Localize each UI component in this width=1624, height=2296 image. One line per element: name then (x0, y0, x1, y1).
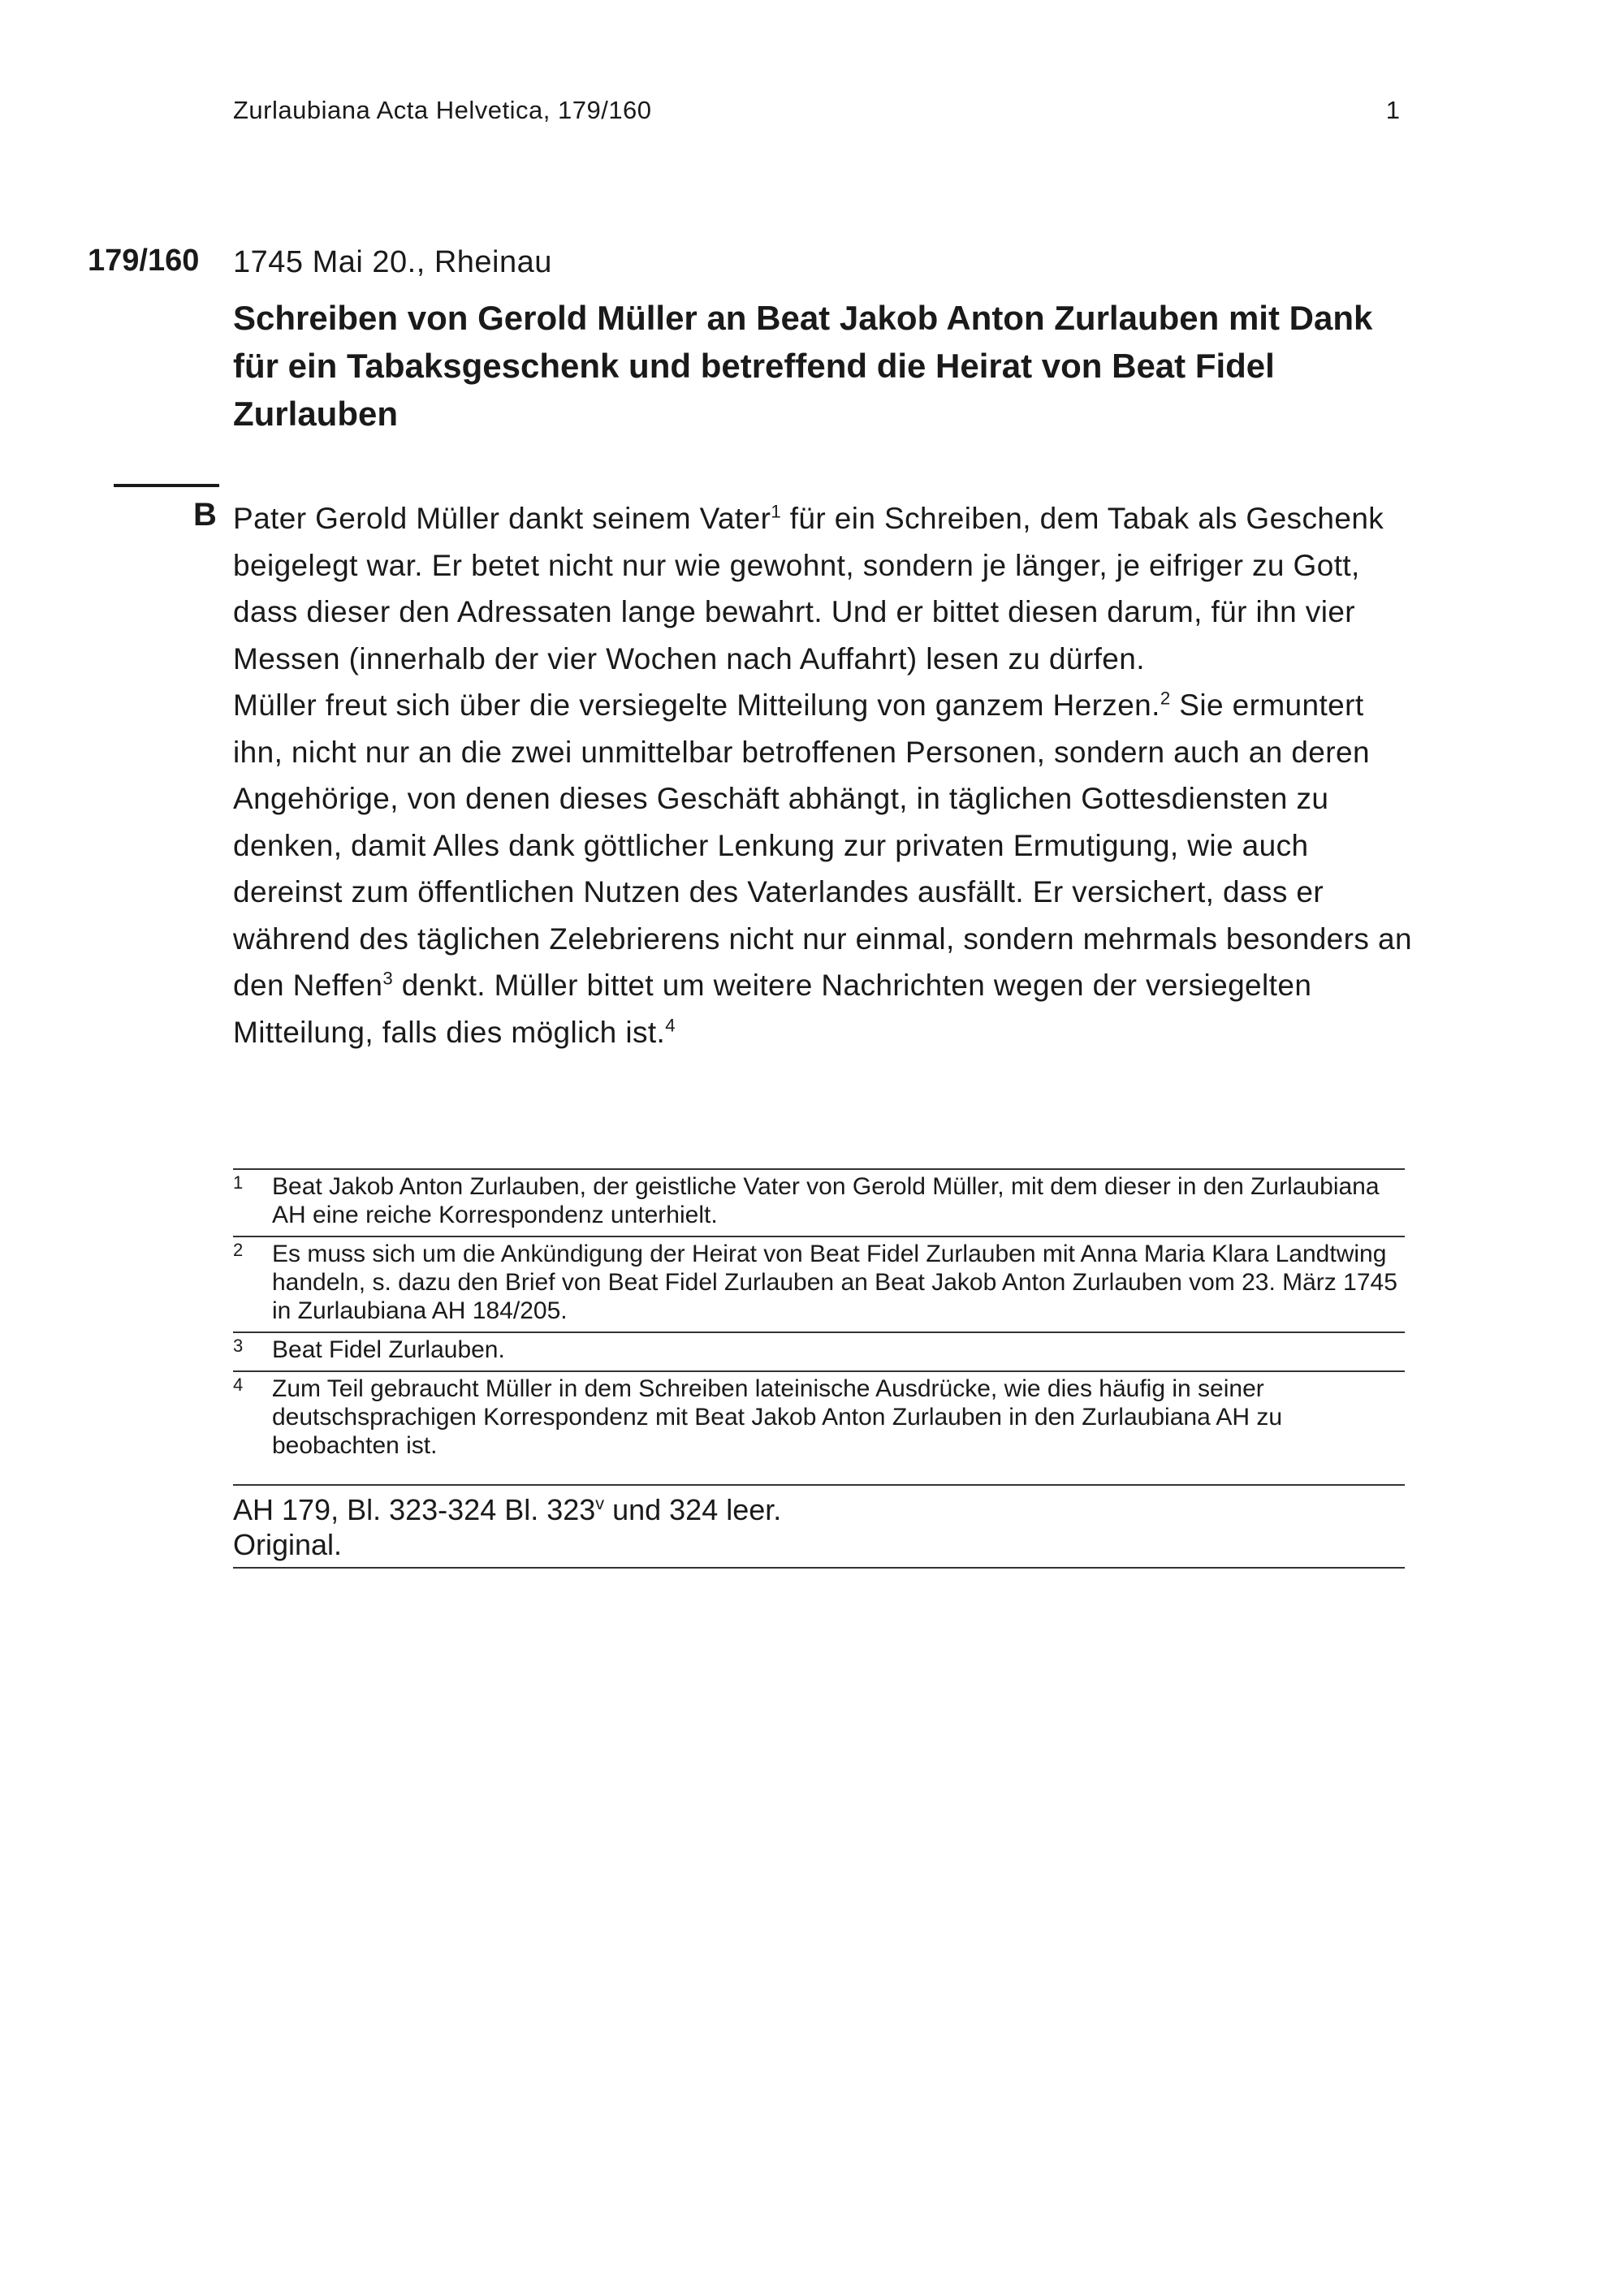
summary-text-segment: für ein Schreiben, dem Tabak als Geschenk beigelegt war. Er betet nicht nur wie gewohnt, sondern je länger, je eifriger zu Gott, dass dieser den Adressaten lange bewahrt. Und er bittet diesen darum, für ihn vier Messen (innerhalb der vier Wochen nach Auffahrt) lesen zu dürfen. (233, 502, 1384, 675)
summary-text-segment: Sie ermuntert ihn, nicht nur an die zwei unmittelbar betroffenen Personen, sondern auch an deren Angehörige, von denen dieses Geschäft abhängt, in täglichen Gottesdiensten zu denken, damit Alles dank göttlicher Lenkung zur privaten Ermutigung, wie auch dereinst zum öffentlichen Nutzen des Vaterlandes ausfällt. Er versichert, dass er während des täglichen Zelebrierens nicht nur einmal, sondern mehrmals besonders an den Neffen (233, 688, 1412, 1002)
page-number: 1 (1385, 96, 1400, 124)
footnote-text: Beat Fidel Zurlauben. (272, 1336, 505, 1363)
summary-text-segment: denkt. Müller bittet um weitere Nachrichten wegen der versiegelten Mitteilung, falls dies möglich ist. (233, 969, 1312, 1049)
footnote-mark: 2 (233, 1240, 244, 1260)
summary-text-segment: Pater Gerold Müller dankt seinem Vater (233, 502, 771, 535)
document-id: 179/160 (88, 244, 200, 278)
verso-mark: v (595, 1493, 605, 1513)
footnote-ref-1[interactable]: 1 (771, 501, 782, 522)
source-text: AH 179, Bl. 323-324 Bl. 323 (233, 1493, 596, 1526)
source-info (233, 1484, 1405, 1569)
footnote (233, 1331, 1405, 1370)
footnote-mark: 1 (233, 1172, 244, 1193)
footnote (233, 1168, 1405, 1236)
document-title: Schreiben von Gerold Müller an Beat Jakob Anton Zurlauben mit Dank für ein Tabaksgeschenk und betreffend die Heirat von Beat Fidel Zurlauben (233, 299, 1373, 433)
source-line-1 (233, 1492, 1405, 1527)
source-line-2: Original. (233, 1528, 343, 1561)
footnote-mark: 4 (233, 1375, 244, 1395)
section-letter: B (193, 497, 217, 533)
summary-text (233, 495, 1419, 1055)
footnote-ref-2[interactable]: 2 (1160, 688, 1171, 709)
footnote-mark: 3 (233, 1336, 244, 1356)
summary-text-segment: Müller freut sich über die versiegelte Mitteilung von ganzem Herzen. (233, 688, 1160, 722)
running-title: Zurlaubiana Acta Helvetica, 179/160 (233, 96, 652, 124)
footnote (233, 1236, 1405, 1331)
source-text: und 324 leer. (604, 1493, 782, 1526)
footnote-text: Es muss sich um die Ankündigung der Heirat von Beat Fidel Zurlauben mit Anna Maria Klara Landtwing handeln, s. dazu den Brief von Beat Fidel Zurlauben an Beat Jakob Anton Zurlauben vom 23. März 1745 in Zurlaubiana AH 184/205. (272, 1241, 1397, 1324)
footnote (233, 1370, 1405, 1466)
section-divider (114, 484, 219, 487)
summary-paragraph-2 (233, 682, 1419, 1055)
summary-paragraph-1 (233, 495, 1419, 682)
footnote-ref-3[interactable]: 3 (382, 968, 394, 989)
date-place: 1745 Mai 20., Rheinau (233, 245, 552, 279)
footnote-ref-4[interactable]: 4 (665, 1015, 676, 1036)
footnotes (233, 1168, 1405, 1466)
footnote-text: Zum Teil gebraucht Müller in dem Schreiben lateinische Ausdrücke, wie dies häufig in seiner deutschsprachigen Korrespondenz mit Beat Jakob Anton Zurlauben in den Zurlaubiana AH zu beobachten ist. (272, 1375, 1283, 1459)
footnote-text: Beat Jakob Anton Zurlauben, der geistliche Vater von Gerold Müller, mit dem dieser in den Zurlaubiana AH eine reiche Korrespondenz unterhielt. (272, 1173, 1380, 1228)
